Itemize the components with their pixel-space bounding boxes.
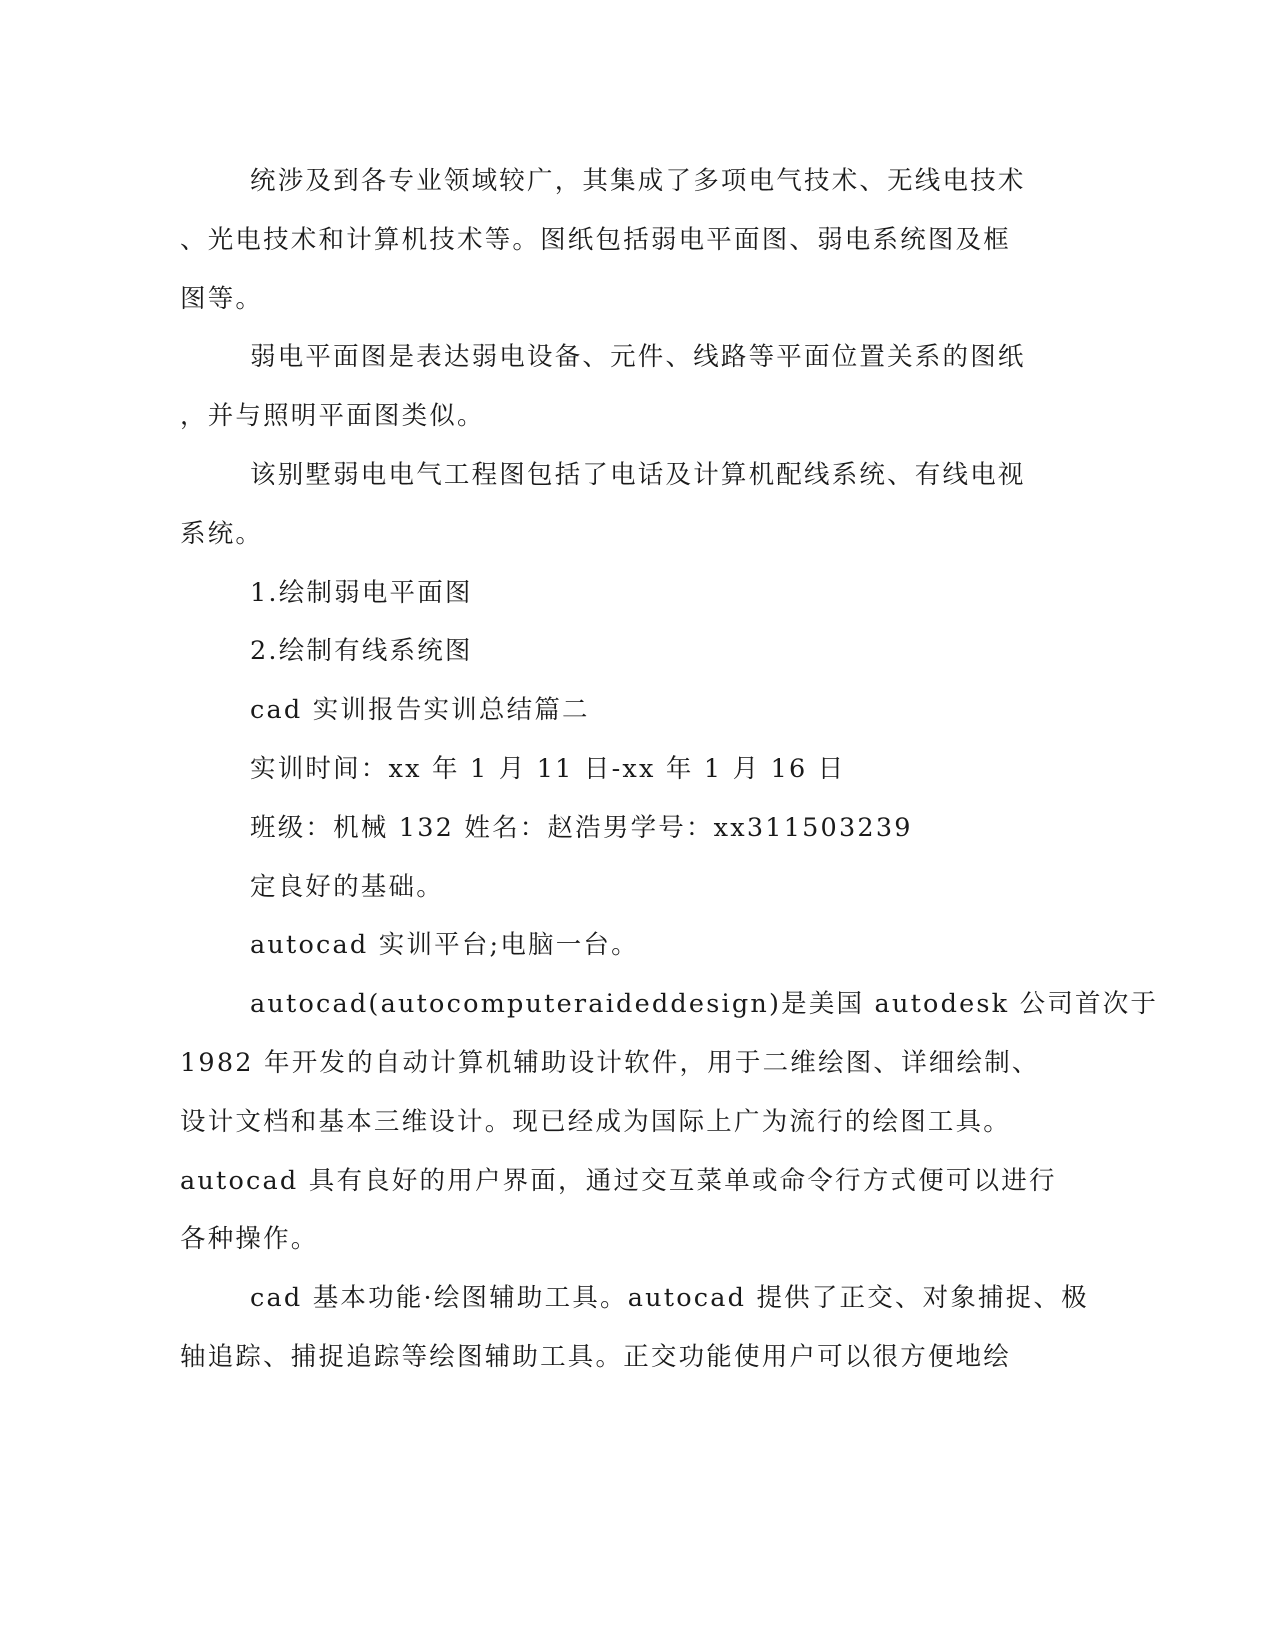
- text-line: 图等。: [180, 283, 264, 314]
- text-line: 定良好的基础。: [250, 871, 444, 902]
- text-line: 实训时间：xx 年 1 月 11 日-xx 年 1 月 16 日: [250, 753, 846, 784]
- text-line: 轴追踪、捕捉追踪等绘图辅助工具。正交功能使用户可以很方便地绘: [180, 1341, 1012, 1372]
- text-line: 2.绘制有线系统图: [250, 636, 473, 667]
- text-line: 1982 年开发的自动计算机辅助设计软件，用于二维绘图、详细绘制、: [180, 1047, 1040, 1078]
- text-line: 弱电平面图是表达弱电设备、元件、线路等平面位置关系的图纸: [250, 342, 1026, 373]
- text-line: ，并与照明平面图类似。: [180, 401, 485, 432]
- document-body: [180, 152, 1159, 1387]
- text-line: 系统。: [180, 518, 264, 549]
- text-line: autocad 具有良好的用户界面，通过交互菜单或命令行方式便可以进行: [180, 1165, 1057, 1196]
- text-line: 各种操作。: [180, 1224, 319, 1255]
- text-line: 、光电技术和计算机技术等。图纸包括弱电平面图、弱电系统图及框: [180, 224, 1012, 255]
- text-line: autocad(autocomputeraideddesign)是美国 autodesk 公司首次于: [250, 989, 1159, 1020]
- text-line: 班级：机械 132 姓名：赵浩男学号：xx311503239: [250, 812, 913, 843]
- text-line: cad 实训报告实训总结篇二: [250, 695, 590, 726]
- text-line: autocad 实训平台;电脑一台。: [250, 930, 639, 961]
- text-line: 1.绘制弱电平面图: [250, 577, 473, 608]
- text-line: 设计文档和基本三维设计。现已经成为国际上广为流行的绘图工具。: [180, 1106, 1012, 1137]
- text-line: cad 基本功能·绘图辅助工具。autocad 提供了正交、对象捕捉、极: [250, 1283, 1089, 1314]
- text-line: 该别墅弱电电气工程图包括了电话及计算机配线系统、有线电视: [250, 459, 1026, 490]
- text-line: 统涉及到各专业领域较广，其集成了多项电气技术、无线电技术: [250, 166, 1026, 196]
